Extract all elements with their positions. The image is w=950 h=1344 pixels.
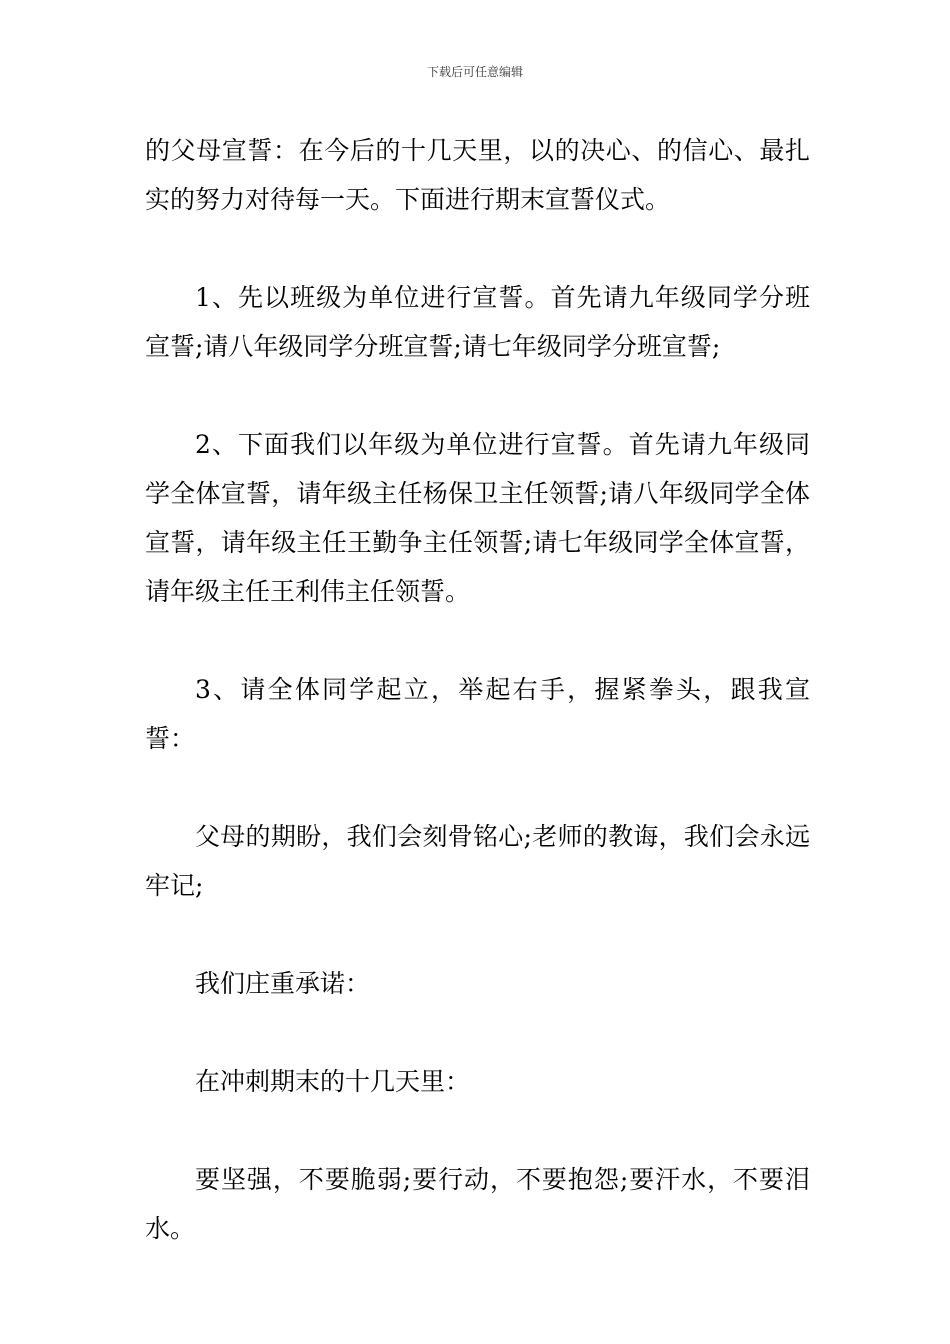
paragraph-step-2: 2、下面我们以年级为单位进行宣誓。首先请九年级同学全体宣誓，请年级主任杨保卫主任领誓;请八年级同学全体宣誓，请年级主任王勤争主任领誓;请七年级同学全体宣誓，请年级主任王利伟主任领誓。: [145, 430, 810, 606]
paragraph-oath-resolve: 要坚强，不要脆弱;要行动，不要抱怨;要汗水，不要泪水。: [145, 1165, 810, 1243]
paragraph-oath-period: 在冲刺期末的十几天里：: [195, 1067, 471, 1096]
paragraph-pledge-intro: 的父母宣誓：在今后的十几天里，以的决心、的信心、最扎实的努力对待每一天。下面进行期末宣誓仪式。: [145, 136, 810, 214]
paragraph-oath-promise: 我们庄重承诺：: [195, 969, 371, 998]
page-header: 下载后可任意编辑: [426, 65, 523, 79]
paragraph-step-3: 3、请全体同学起立，举起右手，握紧拳头，跟我宣誓：: [145, 675, 810, 753]
paragraph-oath-parents-teachers: 父母的期盼，我们会刻骨铭心;老师的教诲，我们会永远牢记;: [145, 822, 810, 900]
paragraph-step-1: 1、先以班级为单位进行宣誓。首先请九年级同学分班宣誓;请八年级同学分班宣誓;请七年级同学分班宣誓;: [145, 283, 810, 361]
document-body: [145, 126, 810, 1302]
